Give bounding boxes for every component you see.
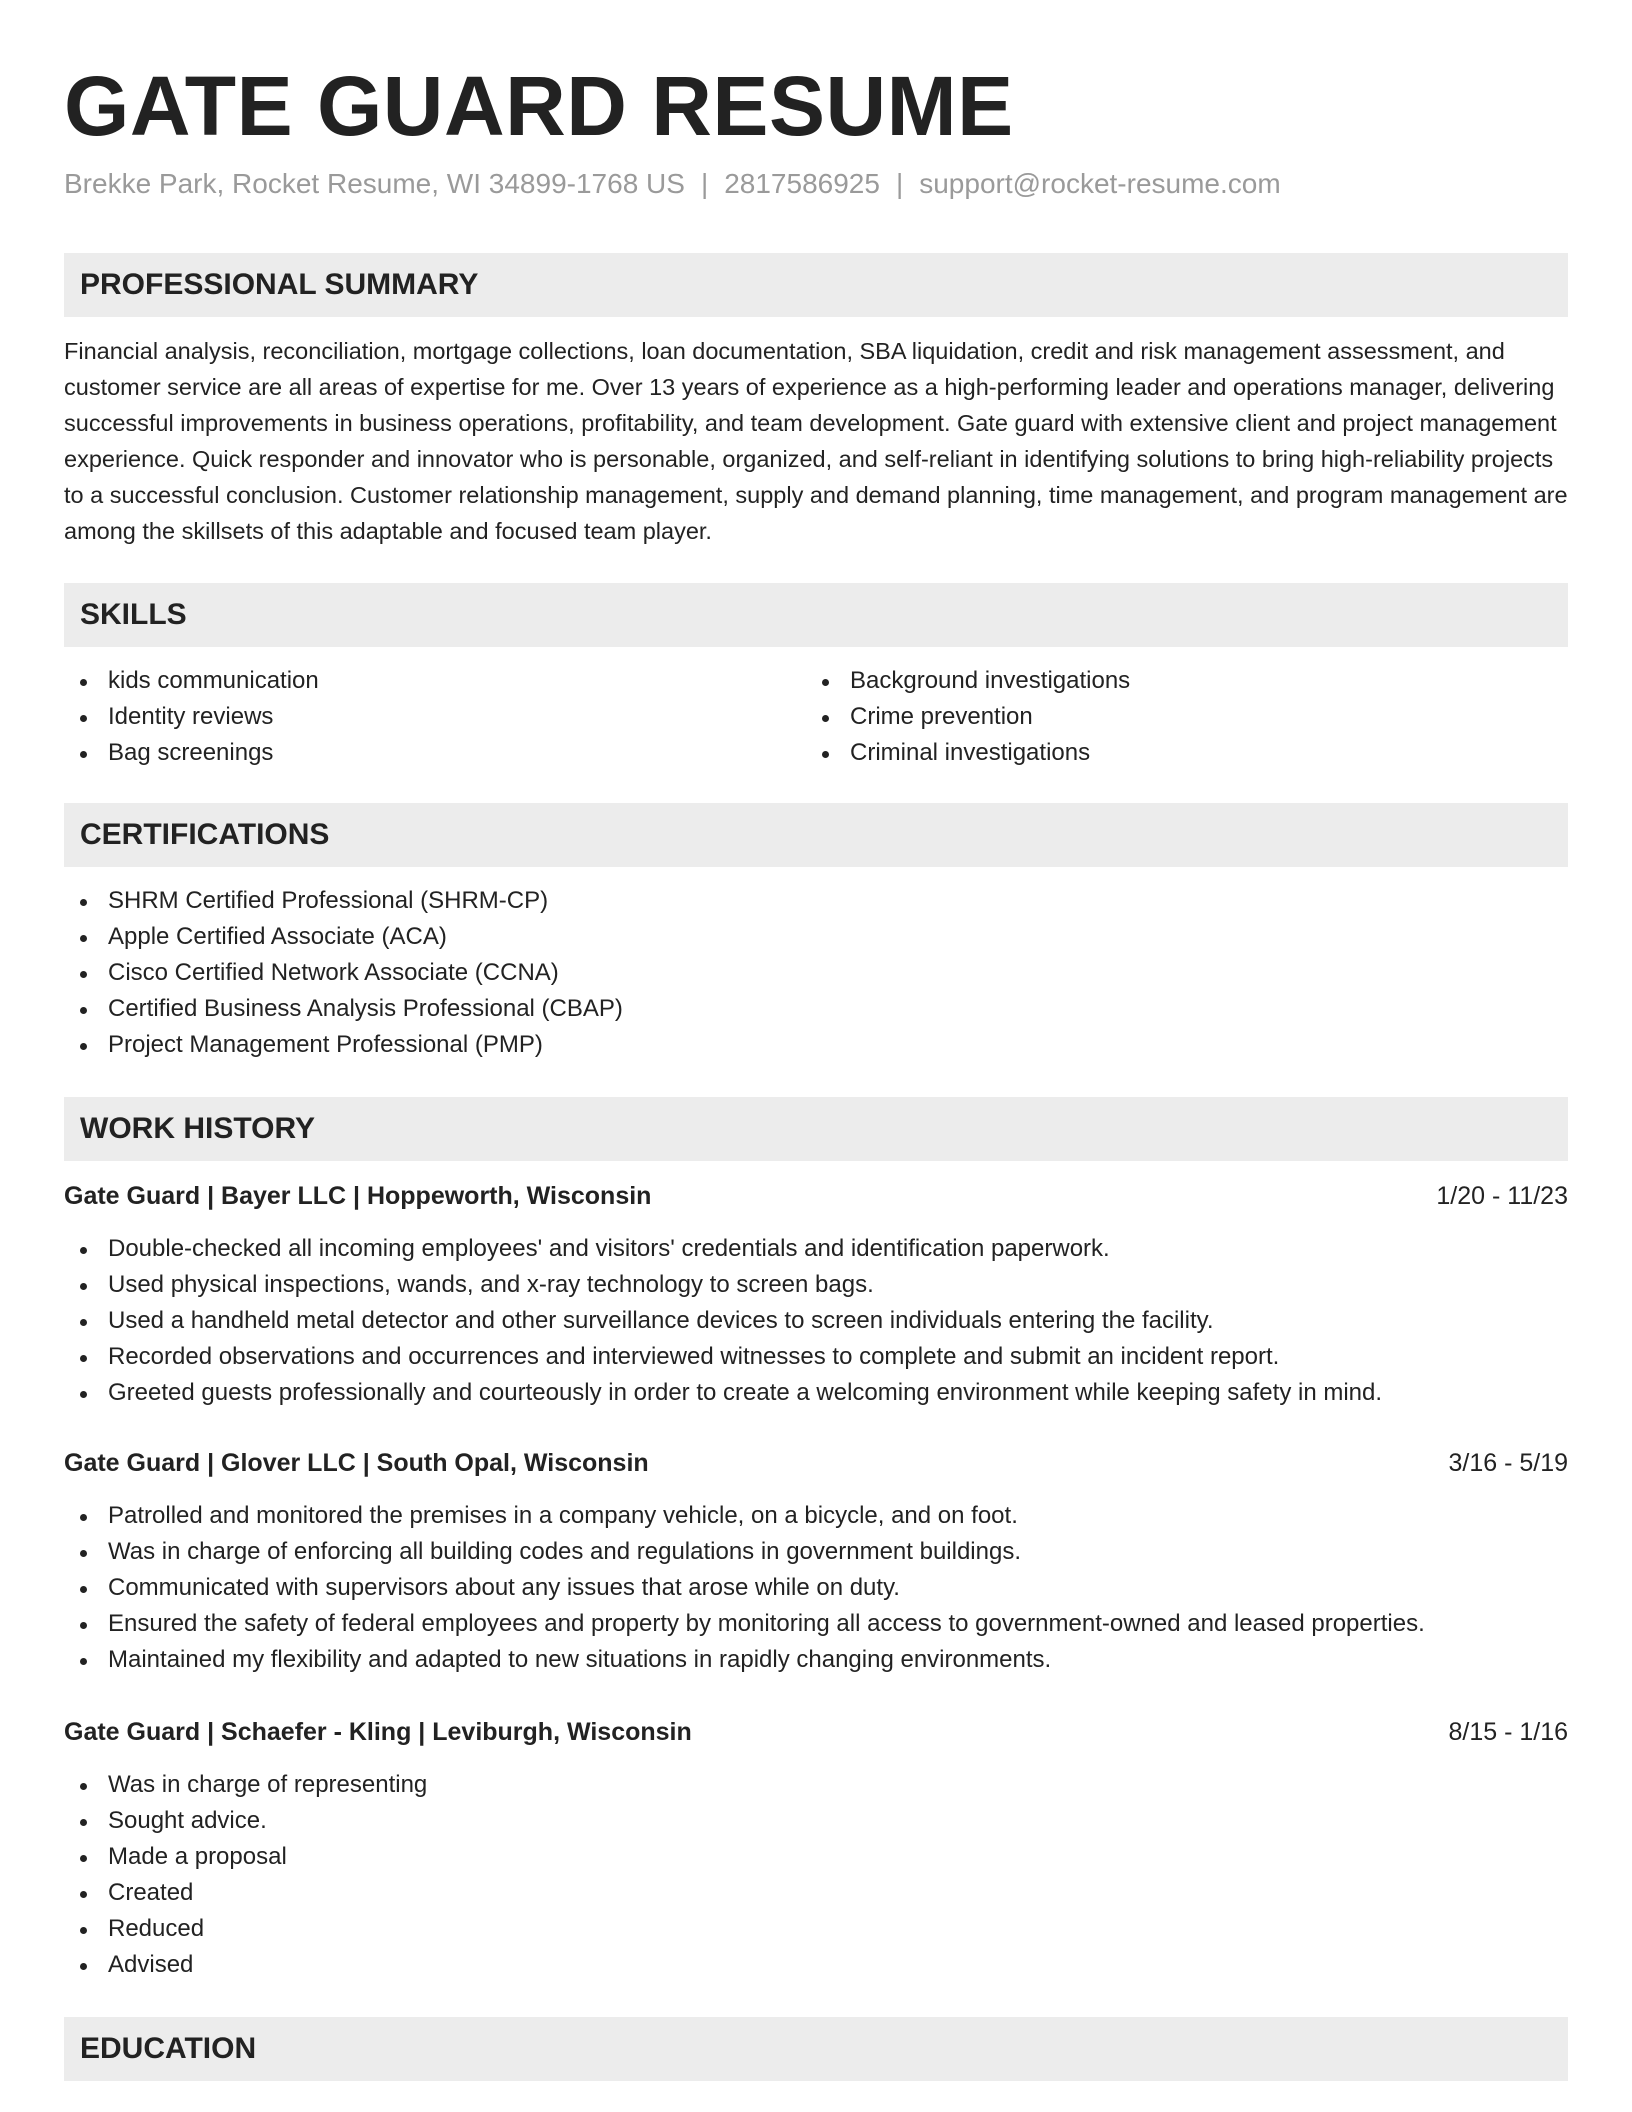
list-item: Was in charge of enforcing all building codes and regulations in government buildings. — [64, 1534, 1425, 1570]
section-title: CERTIFICATIONS — [80, 818, 330, 851]
job-bullets — [64, 1498, 1425, 1678]
list-item: kids communication — [64, 663, 319, 699]
list-item: Cisco Certified Network Associate (CCNA) — [64, 955, 623, 991]
list-item: Project Management Professional (PMP) — [64, 1027, 623, 1063]
list-item: Maintained my flexibility and adapted to new situations in rapidly changing environments. — [64, 1642, 1425, 1678]
list-item: Advised — [64, 1947, 427, 1983]
list-item: Created — [64, 1875, 427, 1911]
job-dates: 1/20 - 11/23 — [1436, 1182, 1568, 1210]
list-item: Crime prevention — [806, 699, 1130, 735]
section-title: SKILLS — [80, 598, 187, 631]
list-item: Used physical inspections, wands, and x-ray technology to screen bags. — [64, 1267, 1382, 1303]
job-dates: 8/15 - 1/16 — [1448, 1718, 1568, 1746]
job-header — [64, 1714, 1568, 1750]
list-item: Patrolled and monitored the premises in a company vehicle, on a bicycle, and on foot. — [64, 1498, 1425, 1534]
list-item: Ensured the safety of federal employees and property by monitoring all access to government-owned and leased properties. — [64, 1606, 1425, 1642]
list-item: Bag screenings — [64, 735, 319, 771]
section-header-summary — [64, 253, 1568, 317]
summary-text: Financial analysis, reconciliation, mortgage collections, loan documentation, SBA liquidation, credit and risk management assessment, and customer service are all areas of expertise for me. Over 13 years of experience as a high-performing leader and operations manager, delivering successful improvements in business operations, profitability, and team development. Gate guard with extensive client and project management experience. Quick responder and innovator who is personable, organized, and self-reliant in identifying solutions to bring high-reliability projects to a successful conclusion. Customer relationship management, supply and demand planning, time management, and program management are among the skillsets of this adaptable and focused team player. — [64, 338, 1568, 544]
job-header — [64, 1178, 1568, 1214]
job-title: Gate Guard | Schaefer - Kling | Leviburgh, Wisconsin — [64, 1718, 692, 1746]
job-bullets — [64, 1767, 427, 1983]
section-header-work-history — [64, 1097, 1568, 1161]
contact-line — [64, 166, 1281, 202]
list-item: Recorded observations and occurrences and interviewed witnesses to complete and submit an incident report. — [64, 1339, 1382, 1375]
list-item: Criminal investigations — [806, 735, 1130, 771]
list-item: Used a handheld metal detector and other surveillance devices to screen individuals entering the facility. — [64, 1303, 1382, 1339]
section-title: WORK HISTORY — [80, 1112, 316, 1145]
job-title: Gate Guard | Glover LLC | South Opal, Wisconsin — [64, 1449, 649, 1477]
contact-separator: | — [895, 168, 904, 199]
list-item: Sought advice. — [64, 1803, 427, 1839]
list-item: Double-checked all incoming employees' and visitors' credentials and identification paperwork. — [64, 1231, 1382, 1267]
list-item: Greeted guests professionally and courteously in order to create a welcoming environment while keeping safety in mind. — [64, 1375, 1382, 1411]
contact-email[interactable]: support@rocket-resume.com — [919, 168, 1281, 199]
section-header-certifications — [64, 803, 1568, 867]
list-item: Reduced — [64, 1911, 427, 1947]
list-item: Apple Certified Associate (ACA) — [64, 919, 623, 955]
section-title: PROFESSIONAL SUMMARY — [80, 268, 479, 301]
list-item: Background investigations — [806, 663, 1130, 699]
certifications-list — [64, 883, 623, 1063]
resume-title: GATE GUARD RESUME — [64, 59, 1014, 153]
section-title: EDUCATION — [80, 2032, 257, 2065]
list-item: Was in charge of representing — [64, 1767, 427, 1803]
list-item: Made a proposal — [64, 1839, 427, 1875]
list-item: Communicated with supervisors about any issues that arose while on duty. — [64, 1570, 1425, 1606]
job-bullets — [64, 1231, 1382, 1411]
contact-address: Brekke Park, Rocket Resume, WI 34899-1768 US — [64, 168, 685, 199]
section-header-skills — [64, 583, 1568, 647]
list-item: SHRM Certified Professional (SHRM-CP) — [64, 883, 623, 919]
skills-list-left — [64, 663, 319, 771]
contact-separator: | — [700, 168, 709, 199]
section-header-education — [64, 2017, 1568, 2081]
contact-phone: 2817586925 — [724, 168, 880, 199]
job-dates: 3/16 - 5/19 — [1448, 1449, 1568, 1477]
skills-list-right — [806, 663, 1130, 771]
job-header — [64, 1445, 1568, 1481]
list-item: Identity reviews — [64, 699, 319, 735]
job-title: Gate Guard | Bayer LLC | Hoppeworth, Wisconsin — [64, 1182, 652, 1210]
list-item: Certified Business Analysis Professional (CBAP) — [64, 991, 623, 1027]
